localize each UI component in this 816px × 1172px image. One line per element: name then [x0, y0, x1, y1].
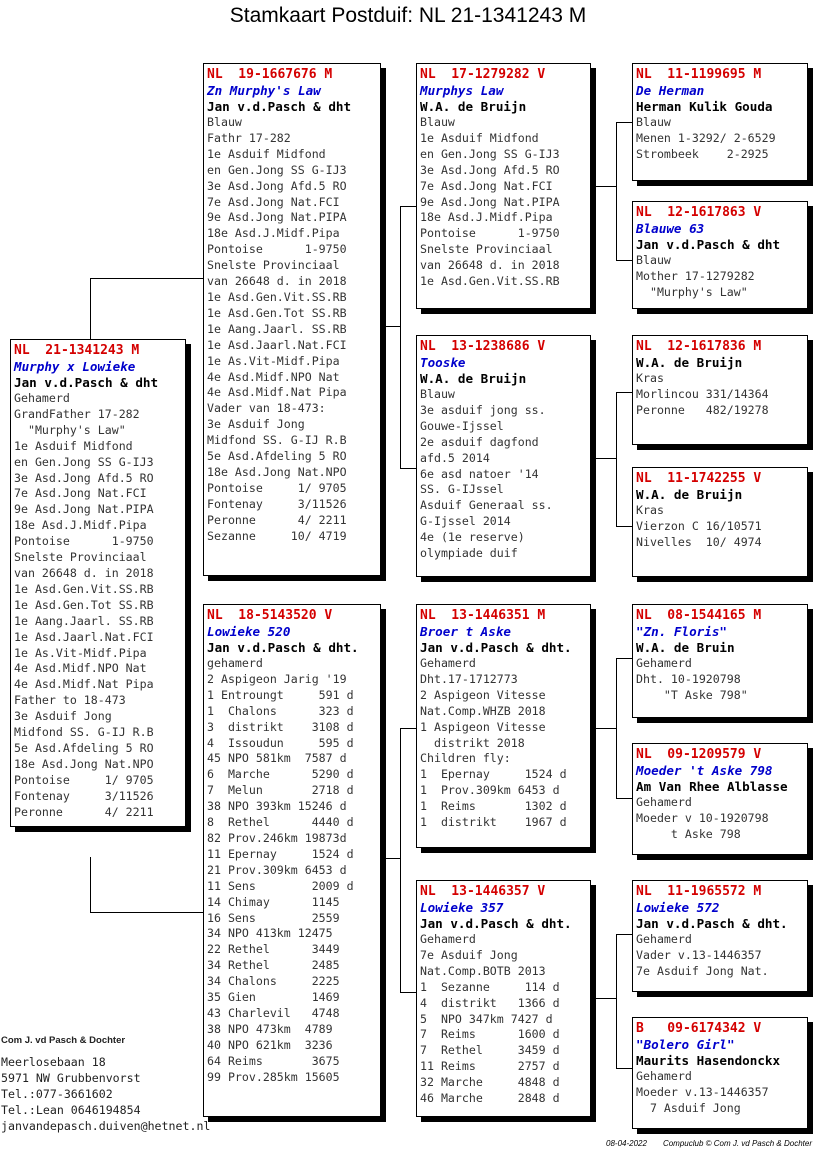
pigeon-card-mother-father[interactable] [416, 604, 591, 848]
ring-number: NL 17-1279282 V [420, 67, 546, 82]
pedigree-line: van 26648 d. in 2018 [207, 274, 347, 289]
pedigree-line: 1e Asd.Gen.Vit.SS.RB [14, 581, 154, 596]
connector-subject-father-v [90, 278, 91, 342]
pedigree-line: 1 Epernay 1524 d [420, 767, 567, 782]
pedigree-line: 7e Asduif Jong Nat. [636, 963, 769, 978]
pedigree-line: 7e Asd.Jong Nat.FCI [14, 486, 147, 501]
footer-credit: Compuclub © Com J. vd Pasch & Dochter [662, 1139, 812, 1148]
pedigree-line: gehamerd [207, 656, 263, 670]
pigeon-name: Tooske [420, 355, 466, 370]
pedigree-line: 4e Asd.Midf.NPO Nat [207, 369, 340, 384]
pedigree-line: Gehamerd [420, 656, 476, 670]
pedigree-line: 1e Asd.Gen.Tot SS.RB [14, 597, 154, 612]
connector-ff-parents-v [616, 122, 617, 260]
pedigree-line: 18e Asd.J.Midf.Pipa [207, 226, 340, 241]
pedigree-line: en Gen.Jong SS G-IJ3 [207, 162, 347, 177]
pedigree-line: 1e Asduif Midfond [14, 438, 133, 453]
pigeon-name: De Herman [636, 83, 705, 98]
pedigree-line: Blauw [636, 115, 671, 129]
connector-ff-parents [596, 186, 616, 187]
connector-ff-h [400, 206, 416, 207]
breeder-name: Jan v.d.Pasch & dht. [420, 640, 572, 655]
pedigree-line: 9e Asd.Jong Nat.PIPA [207, 210, 347, 225]
pedigree-line: 3e Asd.Jong Afd.5 RO [14, 470, 154, 485]
pigeon-card-father[interactable] [203, 63, 381, 576]
connector-ffm-h [616, 260, 632, 261]
pedigree-line: Gehamerd [636, 932, 692, 946]
connector-mm-h [400, 992, 416, 993]
pedigree-line: en Gen.Jong SS G-IJ3 [14, 454, 154, 469]
pedigree-line: Vader v.13-1446357 [636, 947, 762, 962]
pedigree-line: Gehamerd [636, 795, 692, 809]
pedigree-line: "Murphy's Law" [14, 422, 126, 437]
pedigree-line: 7 Asduif Jong [636, 1100, 741, 1115]
pedigree-line: Pontoise 1-9750 [14, 534, 154, 549]
pigeon-card-mother[interactable] [203, 604, 381, 1117]
breeder-name: Jan v.d.Pasch & dht. [207, 640, 359, 655]
pedigree-line: 8 Rethel 4440 d [207, 815, 354, 830]
pedigree-line: 40 NPO 621km 3236 [207, 1037, 333, 1052]
pedigree-line: distrikt 2018 [420, 735, 525, 750]
pedigree-line: 4 Issoudun 595 d [207, 735, 354, 750]
pedigree-line: 14 Chimay 1145 [207, 894, 340, 909]
pedigree-line: G-Ijssel 2014 [420, 514, 511, 529]
ring-number: NL 18-5143520 V [207, 608, 333, 623]
pigeon-card-mff[interactable] [632, 604, 808, 718]
connector-subject-father-h [90, 278, 203, 279]
pigeon-name: Moeder 't Aske 798 [636, 763, 773, 778]
pedigree-line: 1 Sezanne 114 d [420, 979, 560, 994]
pedigree-line: 3e asduif jong ss. [420, 402, 546, 417]
connector-father-parents [386, 326, 400, 327]
ring-number: NL 13-1446357 V [420, 884, 546, 899]
pedigree-line: 34 NPO 413km 12475 [207, 926, 333, 941]
connector-mfm-h [616, 798, 632, 799]
pedigree-line: Children fly: [420, 751, 511, 766]
pedigree-line: 1e Asduif Midfond [207, 146, 326, 161]
pedigree-line: Blauw [207, 115, 242, 129]
pedigree-line: Morlincou 331/14364 [636, 386, 769, 401]
connector-fm-parents [596, 458, 616, 459]
ring-number: NL 19-1667676 M [207, 67, 333, 82]
breeder-name: W.A. de Bruijn [420, 99, 527, 114]
pigeon-card-subject[interactable] [10, 339, 186, 827]
pedigree-line: 1e As.Vit-Midf.Pipa [207, 353, 340, 368]
pigeon-name: Blauwe 63 [636, 221, 705, 236]
pigeon-name: Zn Murphy's Law [207, 83, 321, 98]
pedigree-line: 3e Asduif Jong [207, 417, 305, 432]
pedigree-line: 3 distrikt 3108 d [207, 719, 354, 734]
postal-line: 5971 NW Grubbenvorst [1, 1071, 141, 1085]
pedigree-line: 2 Aspigeon Jarig '19 [207, 671, 347, 686]
pedigree-line: olympiade duif [420, 546, 518, 561]
pedigree-line: 1e Aang.Jaarl. SS.RB [14, 613, 154, 628]
pedigree-line: 7 Reims 1600 d [420, 1027, 560, 1042]
pedigree-line: Gouwe-Ijssel [420, 418, 504, 433]
breeder-name: Jan v.d.Pasch & dht. [420, 916, 572, 931]
pedigree-line: 32 Marche 4848 d [420, 1075, 560, 1090]
phone-line-2: Tel.:Lean 0646194854 [1, 1103, 141, 1117]
pedigree-line: 11 Reims 2757 d [420, 1059, 560, 1074]
pedigree-line: Sezanne 10/ 4719 [207, 528, 347, 543]
ring-number: NL 13-1238686 V [420, 339, 546, 354]
connector-mf-parents-v [616, 658, 617, 798]
pigeon-name: "Zn. Floris" [636, 624, 727, 639]
pigeon-card-mfm[interactable] [632, 743, 808, 855]
pedigree-line: 1 Entroungt 591 d [207, 687, 354, 702]
pedigree-line: Kras [636, 371, 664, 385]
pedigree-line: 18e Asd.J.Midf.Pipa [14, 518, 147, 533]
connector-subject-mother-h [90, 912, 203, 913]
pedigree-line: 99 Prov.285km 15605 [207, 1069, 340, 1084]
breeder-name: Jan v.d.Pasch & dht [14, 375, 159, 390]
pedigree-line: 18e Asd.Jong Nat.NPO [207, 464, 347, 479]
ring-number: NL 11-1199695 M [636, 67, 762, 82]
pedigree-line: 35 Gien 1469 [207, 990, 340, 1005]
phone-line: Tel.:077-3661602 [1, 1087, 113, 1101]
pedigree-line: 21 Prov.309km 6453 d [207, 862, 347, 877]
pedigree-line: 1e Asduif Midfond [420, 130, 539, 145]
pedigree-line: 1e As.Vit-Midf.Pipa [14, 645, 147, 660]
connector-fm-h [400, 468, 416, 469]
pedigree-line: Vierzon C 16/10571 [636, 518, 762, 533]
pigeon-name: Lowieke 520 [207, 624, 291, 639]
pedigree-line: Dht.17-1712773 [420, 671, 518, 686]
pedigree-line: 1e Aang.Jaarl. SS.RB [207, 321, 347, 336]
pigeon-card-fff[interactable] [632, 63, 808, 181]
breeder-name: Jan v.d.Pasch & dht. [636, 916, 788, 931]
ring-number: NL 11-1742255 V [636, 471, 762, 486]
pedigree-line: 1 Prov.309km 6453 d [420, 783, 560, 798]
footer [606, 1139, 812, 1148]
pedigree-line: 2 Aspigeon Vitesse [420, 687, 546, 702]
connector-mm-parents [596, 998, 616, 999]
pedigree-line: 2e asduif dagfond [420, 434, 539, 449]
pedigree-line: 7e Asduif Jong [420, 947, 518, 962]
pedigree-line: t Aske 798 [636, 826, 741, 841]
pedigree-line: 7 Melun 2718 d [207, 783, 354, 798]
connector-mm-parents-v [616, 934, 617, 1068]
pigeon-name: Murphys Law [420, 83, 504, 98]
email-link[interactable]: janvandepasch.duiven@hetnet.nl [1, 1119, 211, 1133]
pedigree-line: 1 Chalons 323 d [207, 703, 354, 718]
pedigree-line: van 26648 d. in 2018 [420, 258, 560, 273]
pedigree-line: Menen 1-3292/ 2-6529 [636, 130, 776, 145]
ring-number: NL 08-1544165 M [636, 608, 762, 623]
breeder-name: Jan v.d.Pasch & dht [636, 237, 781, 252]
pedigree-line: Gehamerd [636, 1069, 692, 1083]
pedigree-line: Blauw [420, 387, 455, 401]
pigeon-card-mmf[interactable] [632, 880, 808, 992]
ring-number: NL 09-1209579 V [636, 747, 762, 762]
ring-number: B 09-6174342 V [636, 1021, 762, 1036]
pedigree-line: 38 NPO 393km 15246 d [207, 799, 347, 814]
pedigree-line: Father to 18-473 [14, 693, 126, 708]
pigeon-card-ffm[interactable] [632, 201, 808, 309]
pedigree-line: Pontoise 1/ 9705 [207, 480, 347, 495]
pedigree-line: Gehamerd [636, 656, 692, 670]
pedigree-line: 34 Rethel 2485 [207, 958, 340, 973]
pedigree-line: van 26648 d. in 2018 [14, 565, 154, 580]
address-line: Meerlosebaan 18 [1, 1055, 106, 1069]
pedigree-line: 3e Asd.Jong Afd.5 RO [420, 162, 560, 177]
connector-fff-h [616, 122, 632, 123]
pedigree-line: 7e Asd.Jong Nat.FCI [207, 194, 340, 209]
connector-fmm-h [616, 526, 632, 527]
connector-fmf-h [616, 392, 632, 393]
pedigree-line: Nivelles 10/ 4974 [636, 534, 762, 549]
pedigree-line: 3e Asd.Jong Afd.5 RO [207, 178, 347, 193]
connector-mmf-h [616, 934, 632, 935]
pedigree-line: 3e Asduif Jong [14, 709, 112, 724]
ring-number: NL 21-1341243 M [14, 343, 140, 358]
breeder-name: W.A. de Bruijn [636, 355, 743, 370]
pedigree-line: GrandFather 17-282 [14, 406, 140, 421]
pedigree-line: 5e Asd.Afdeling 5 RO [207, 449, 347, 464]
pedigree-line: Moeder v.13-1446357 [636, 1084, 769, 1099]
pedigree-line: Peronne 4/ 2211 [14, 804, 154, 819]
connector-mf-parents [596, 728, 616, 729]
page-title: Stamkaart Postduif: NL 21-1341243 M [229, 4, 587, 27]
pedigree-line: 6e asd natoer '14 [420, 466, 539, 481]
pedigree-line: Kras [636, 503, 664, 517]
pedigree-line: 4 distrikt 1366 d [420, 995, 560, 1010]
connector-fm-parents-v [616, 392, 617, 526]
connector-mff-h [616, 658, 632, 659]
pedigree-line: 9e Asd.Jong Nat.PIPA [420, 194, 560, 209]
pedigree-line: Midfond SS. G-IJ R.B [207, 433, 347, 448]
pedigree-line: 16 Sens 2559 [207, 910, 340, 925]
pedigree-line: 46 Marche 2848 d [420, 1091, 560, 1106]
connector-mf-h [400, 728, 416, 729]
pedigree-line: "T Aske 798" [636, 687, 748, 702]
pedigree-line: 43 Charlevil 4748 [207, 1005, 340, 1020]
pigeon-name: Broer t Aske [420, 624, 511, 639]
pedigree-line: Mother 17-1279282 [636, 268, 755, 283]
pedigree-line: Peronne 4/ 2211 [207, 512, 347, 527]
breeder-name: W.A. de Bruin [636, 640, 735, 655]
breeder-name: Maurits Hasendonckx [636, 1053, 781, 1068]
pedigree-line: 22 Rethel 3449 [207, 942, 340, 957]
pedigree-line: 5 NPO 347km 7427 d [420, 1011, 553, 1026]
pedigree-line: 1 Aspigeon Vitesse [420, 719, 546, 734]
pigeon-card-mmm[interactable] [632, 1017, 808, 1129]
connector-mother-parents [386, 858, 400, 859]
pedigree-line: 11 Epernay 1524 d [207, 846, 354, 861]
pedigree-line: 1 distrikt 1967 d [420, 815, 567, 830]
pedigree-line: 7 Rethel 3459 d [420, 1043, 560, 1058]
pedigree-line: Pontoise 1-9750 [420, 226, 560, 241]
ring-number: NL 12-1617863 V [636, 205, 762, 220]
pedigree-line: Gehamerd [420, 932, 476, 946]
pedigree-line: Dht. 10-1920798 [636, 671, 741, 686]
pedigree-line: 4e Asd.Midf.Nat Pipa [14, 677, 154, 692]
pedigree-line: 82 Prov.246km 19873d [207, 830, 347, 845]
breeder-name: W.A. de Bruijn [420, 371, 527, 386]
pedigree-line: Nat.Comp.WHZB 2018 [420, 703, 546, 718]
pedigree-line: Strombeek 2-2925 [636, 146, 769, 161]
pedigree-line: Fontenay 3/11526 [14, 788, 154, 803]
ring-number: NL 11-1965572 M [636, 884, 762, 899]
pigeon-card-mother-mother[interactable] [416, 880, 591, 1117]
pedigree-line: 1e Asd.Gen.Tot SS.RB [207, 305, 347, 320]
footer-date: 08-04-2022 [606, 1139, 647, 1148]
pedigree-line: Gehamerd [14, 391, 70, 405]
pedigree-line: 18e Asd.Jong Nat.NPO [14, 756, 154, 771]
pigeon-card-father-mother[interactable] [416, 335, 591, 577]
pedigree-line: Vader van 18-473: [207, 401, 326, 416]
pedigree-line: Blauw [636, 253, 671, 267]
pedigree-line: Pontoise 1/ 9705 [14, 772, 154, 787]
pedigree-line: Snelste Provinciaal [420, 242, 553, 257]
ring-number: NL 12-1617836 M [636, 339, 762, 354]
pedigree-line: Midfond SS. G-IJ R.B [14, 725, 154, 740]
pigeon-card-father-father[interactable] [416, 63, 591, 309]
pedigree-line: 1 Reims 1302 d [420, 799, 567, 814]
pedigree-line: 1e Asd.Jaarl.Nat.FCI [14, 629, 154, 644]
pedigree-line: Blauw [420, 115, 455, 129]
breeder-name: Herman Kulik Gouda [636, 99, 773, 114]
pedigree-line: Peronne 482/19278 [636, 402, 769, 417]
pedigree-line: Moeder v 10-1920798 [636, 810, 769, 825]
pigeon-name: "Bolero Girl" [636, 1037, 735, 1052]
pedigree-line: Snelste Provinciaal [207, 258, 340, 273]
pedigree-line: afd.5 2014 [420, 450, 490, 465]
pedigree-line: 6 Marche 5290 d [207, 767, 354, 782]
pedigree-line: en Gen.Jong SS G-IJ3 [420, 146, 560, 161]
pedigree-line: SS. G-IJssel [420, 482, 504, 497]
pigeon-name: Murphy x Lowieke [14, 359, 136, 374]
pedigree-line: 5e Asd.Afdeling 5 RO [14, 740, 154, 755]
breeder-name: Jan v.d.Pasch & dht [207, 99, 352, 114]
pedigree-line: 38 NPO 473km 4789 [207, 1021, 333, 1036]
pedigree-line: 4e Asd.Midf.NPO Nat [14, 661, 147, 676]
pedigree-line: 1e Asd.Gen.Vit.SS.RB [420, 274, 560, 289]
breeder-name: Am Van Rhee Alblasse [636, 779, 788, 794]
pigeon-name: Lowieke 572 [636, 900, 720, 915]
breeder-name: W.A. de Bruijn [636, 487, 743, 502]
pigeon-card-fmm[interactable] [632, 467, 808, 577]
pedigree-line: 1e Asd.Gen.Vit.SS.RB [207, 289, 347, 304]
connector-subject-mother-v [90, 857, 91, 912]
pedigree-line: Fontenay 3/11526 [207, 496, 347, 511]
pedigree-line: Asduif Generaal ss. [420, 498, 553, 513]
breeder-header: Com J. vd Pasch & Dochter [1, 1035, 126, 1046]
connector-mmm-h [616, 1068, 632, 1069]
pigeon-card-fmf[interactable] [632, 335, 808, 445]
pedigree-line: 4e Asd.Midf.Nat Pipa [207, 385, 347, 400]
pedigree-line: 4e (1e reserve) [420, 530, 525, 545]
pedigree-line: 11 Sens 2009 d [207, 878, 354, 893]
pedigree-line: Nat.Comp.BOTB 2013 [420, 963, 546, 978]
pedigree-line: "Murphy's Law" [636, 284, 748, 299]
pigeon-name: Lowieke 357 [420, 900, 504, 915]
ring-number: NL 13-1446351 M [420, 608, 546, 623]
connector-father-parents-v [400, 206, 401, 468]
pedigree-line: 34 Chalons 2225 [207, 974, 340, 989]
pedigree-line: 1e Asd.Jaarl.Nat.FCI [207, 337, 347, 352]
connector-mother-parents-v [400, 728, 401, 992]
pedigree-line: 7e Asd.Jong Nat.FCI [420, 178, 553, 193]
pedigree-line: 64 Reims 3675 [207, 1053, 340, 1068]
pedigree-line: 45 NPO 581km 7587 d [207, 751, 347, 766]
pedigree-line: Pontoise 1-9750 [207, 242, 347, 257]
pedigree-line: 9e Asd.Jong Nat.PIPA [14, 502, 154, 517]
pedigree-line: Fathr 17-282 [207, 130, 291, 145]
breeder-info [1, 1035, 210, 1134]
pedigree-line: 18e Asd.J.Midf.Pipa [420, 210, 553, 225]
pedigree-line: Snelste Provinciaal [14, 550, 147, 565]
